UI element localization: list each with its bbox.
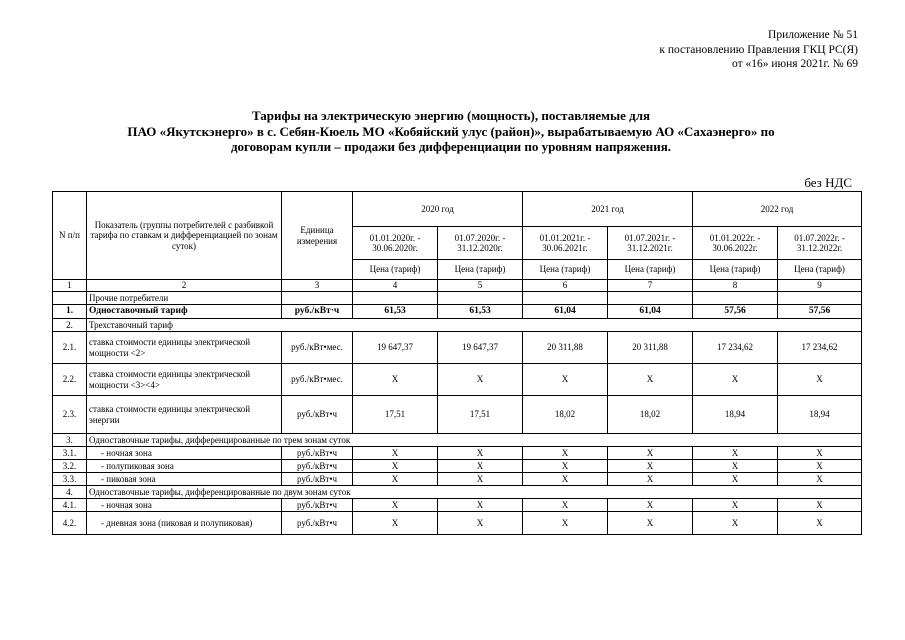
tariff-value: X — [693, 460, 778, 473]
column-number: 8 — [693, 280, 778, 292]
tariff-value: X — [778, 447, 862, 460]
row-unit: руб./кВт•мес. — [282, 332, 353, 364]
tariff-value: X — [608, 460, 693, 473]
row-number: 4. — [53, 486, 87, 499]
header-price: Цена (тариф) — [778, 260, 862, 280]
table-row — [53, 447, 862, 460]
tariff-value: X — [438, 364, 523, 396]
header-num: N п/п — [53, 192, 87, 280]
table-row — [53, 434, 862, 447]
tariff-value: X — [778, 499, 862, 512]
table-row — [53, 396, 862, 434]
row-label: Одноставочный тариф — [87, 305, 282, 319]
tariff-value: 20 311,88 — [608, 332, 693, 364]
header-unit: Единица измерения — [282, 192, 353, 280]
header-year: 2021 год — [523, 192, 693, 227]
row-number: 3.3. — [53, 473, 87, 486]
tariff-value: 17,51 — [353, 396, 438, 434]
table-row — [53, 460, 862, 473]
row-number: 3. — [53, 434, 87, 447]
tariff-value: X — [608, 499, 693, 512]
row-label: - дневная зона (пиковая и полупиковая) — [87, 512, 282, 535]
tariff-value: 19 647,37 — [353, 332, 438, 364]
tariff-value: X — [523, 447, 608, 460]
tariff-value: X — [693, 512, 778, 535]
column-number: 2 — [87, 280, 282, 292]
row-label: Трехставочный тариф — [87, 319, 862, 332]
header-price: Цена (тариф) — [523, 260, 608, 280]
row-number — [53, 292, 87, 305]
appendix-line: от «16» июня 2021г. № 69 — [732, 58, 858, 70]
table-row — [53, 486, 862, 499]
table-row — [53, 473, 862, 486]
column-number: 5 — [438, 280, 523, 292]
tariff-value: 61,04 — [608, 305, 693, 319]
header-price: Цена (тариф) — [353, 260, 438, 280]
tariff-value: 61,04 — [523, 305, 608, 319]
tariff-value: X — [608, 473, 693, 486]
column-number: 3 — [282, 280, 353, 292]
tariff-value: 57,56 — [778, 305, 862, 319]
title-line: договорам купли – продажи без дифференциации по уровням напряжения. — [230, 139, 671, 154]
table-row — [53, 332, 862, 364]
tariff-value: X — [353, 499, 438, 512]
row-unit: руб./кВт•ч — [282, 447, 353, 460]
tariff-value: X — [693, 447, 778, 460]
table-row — [53, 364, 862, 396]
row-number: 2.3. — [53, 396, 87, 434]
tariff-table — [52, 191, 862, 535]
row-unit: руб./кВт•ч — [282, 473, 353, 486]
tariff-value: X — [693, 499, 778, 512]
row-number: 1. — [53, 305, 87, 319]
table-row — [53, 319, 862, 332]
tariff-value: X — [353, 460, 438, 473]
tariff-value: 19 647,37 — [438, 332, 523, 364]
row-number: 4.1. — [53, 499, 87, 512]
tariff-value: X — [438, 499, 523, 512]
row-unit: руб./кВт•ч — [282, 396, 353, 434]
tariff-value: X — [608, 447, 693, 460]
tariff-value: X — [778, 473, 862, 486]
table-row — [53, 512, 862, 535]
tariff-value: 18,02 — [523, 396, 608, 434]
table-row — [53, 305, 862, 319]
header-price: Цена (тариф) — [438, 260, 523, 280]
empty-cell — [608, 292, 693, 305]
row-number: 3.1. — [53, 447, 87, 460]
tariff-value: X — [523, 460, 608, 473]
header-year: 2022 год — [693, 192, 862, 227]
row-unit: руб./кВт•ч — [282, 499, 353, 512]
tariff-value: 17,51 — [438, 396, 523, 434]
tariff-value: 18,94 — [778, 396, 862, 434]
tariff-value: X — [693, 473, 778, 486]
row-unit: руб./кВт•ч — [282, 512, 353, 535]
appendix-line: Приложение № 51 — [768, 29, 858, 41]
row-number: 3.2. — [53, 460, 87, 473]
row-unit: руб./кВт•ч — [282, 460, 353, 473]
document-title — [40, 108, 862, 155]
column-number: 7 — [608, 280, 693, 292]
row-unit: руб./кВт·ч — [282, 305, 353, 319]
tariff-value: X — [778, 460, 862, 473]
row-unit: руб./кВт•мес. — [282, 364, 353, 396]
header-indicator: Показатель (группы потребителей с разбивкой тарифа по ставкам и дифференциацией по зонам суток) — [87, 192, 282, 280]
column-number: 1 — [53, 280, 87, 292]
header-period: 01.07.2020г. - 31.12.2020г. — [438, 227, 523, 260]
row-label: - ночная зона — [87, 447, 282, 460]
tariff-value: 18,94 — [693, 396, 778, 434]
table-row — [53, 292, 862, 305]
row-label: ставка стоимости единицы электрической мощности <3><4> — [87, 364, 282, 396]
header-period: 01.01.2020г. - 30.06.2020г. — [353, 227, 438, 260]
tariff-value: X — [608, 364, 693, 396]
tariff-value: X — [353, 473, 438, 486]
empty-cell — [353, 292, 438, 305]
row-label: - пиковая зона — [87, 473, 282, 486]
row-number: 2. — [53, 319, 87, 332]
empty-cell — [282, 292, 353, 305]
title-line: ПАО «Якутскэнерго» в с. Себян-Кюель МО «Кобяйский улус (район)», вырабатываемую АО «Сахаэнерго» по — [127, 123, 775, 139]
empty-cell — [693, 292, 778, 305]
tariff-value: X — [778, 364, 862, 396]
empty-cell — [778, 292, 862, 305]
header-price: Цена (тариф) — [693, 260, 778, 280]
tariff-value: 61,53 — [353, 305, 438, 319]
title-line: Тарифы на электрическую энергию (мощность), поставляемые для — [251, 108, 651, 123]
tariff-value: X — [353, 512, 438, 535]
tariff-value: 57,56 — [693, 305, 778, 319]
tariff-value: 17 234,62 — [693, 332, 778, 364]
appendix-line: к постановлению Правления ГКЦ РС(Я) — [659, 43, 858, 56]
tariff-value: X — [693, 364, 778, 396]
row-label: - ночная зона — [87, 499, 282, 512]
table-row — [53, 499, 862, 512]
header-year: 2020 год — [353, 192, 523, 227]
column-number: 4 — [353, 280, 438, 292]
header-period: 01.01.2021г. - 30.06.2021г. — [523, 227, 608, 260]
empty-cell — [523, 292, 608, 305]
vat-note: без НДС — [804, 175, 852, 190]
tariff-value: 18,02 — [608, 396, 693, 434]
tariff-value: X — [438, 473, 523, 486]
tariff-value: X — [353, 364, 438, 396]
column-number: 9 — [778, 280, 862, 292]
row-number: 4.2. — [53, 512, 87, 535]
row-number: 2.2. — [53, 364, 87, 396]
header-period: 01.07.2021г. - 31.12.2021г. — [608, 227, 693, 260]
header-price: Цена (тариф) — [608, 260, 693, 280]
tariff-value: X — [438, 512, 523, 535]
appendix-block — [659, 28, 858, 72]
tariff-value: 20 311,88 — [523, 332, 608, 364]
tariff-value: X — [523, 499, 608, 512]
header-period: 01.07.2022г. - 31.12.2022г. — [778, 227, 862, 260]
row-label: ставка стоимости единицы электрической мощности <2> — [87, 332, 282, 364]
row-label: Одноставочные тарифы, дифференцированные по трем зонам суток — [87, 434, 862, 447]
tariff-value: X — [353, 447, 438, 460]
empty-cell — [438, 292, 523, 305]
tariff-value: 17 234,62 — [778, 332, 862, 364]
tariff-value: X — [523, 364, 608, 396]
tariff-value: X — [523, 512, 608, 535]
tariff-value: X — [523, 473, 608, 486]
row-number: 2.1. — [53, 332, 87, 364]
tariff-value: X — [438, 460, 523, 473]
tariff-value: X — [438, 447, 523, 460]
tariff-value: X — [608, 512, 693, 535]
column-number: 6 — [523, 280, 608, 292]
row-label: Прочие потребители — [87, 292, 282, 305]
header-period: 01.01.2022г. - 30.06.2022г. — [693, 227, 778, 260]
row-label: ставка стоимости единицы электрической энергии — [87, 396, 282, 434]
row-label: Одноставочные тарифы, дифференцированные по двум зонам суток — [87, 486, 862, 499]
tariff-value: 61,53 — [438, 305, 523, 319]
row-label: - полупиковая зона — [87, 460, 282, 473]
tariff-value: X — [778, 512, 862, 535]
